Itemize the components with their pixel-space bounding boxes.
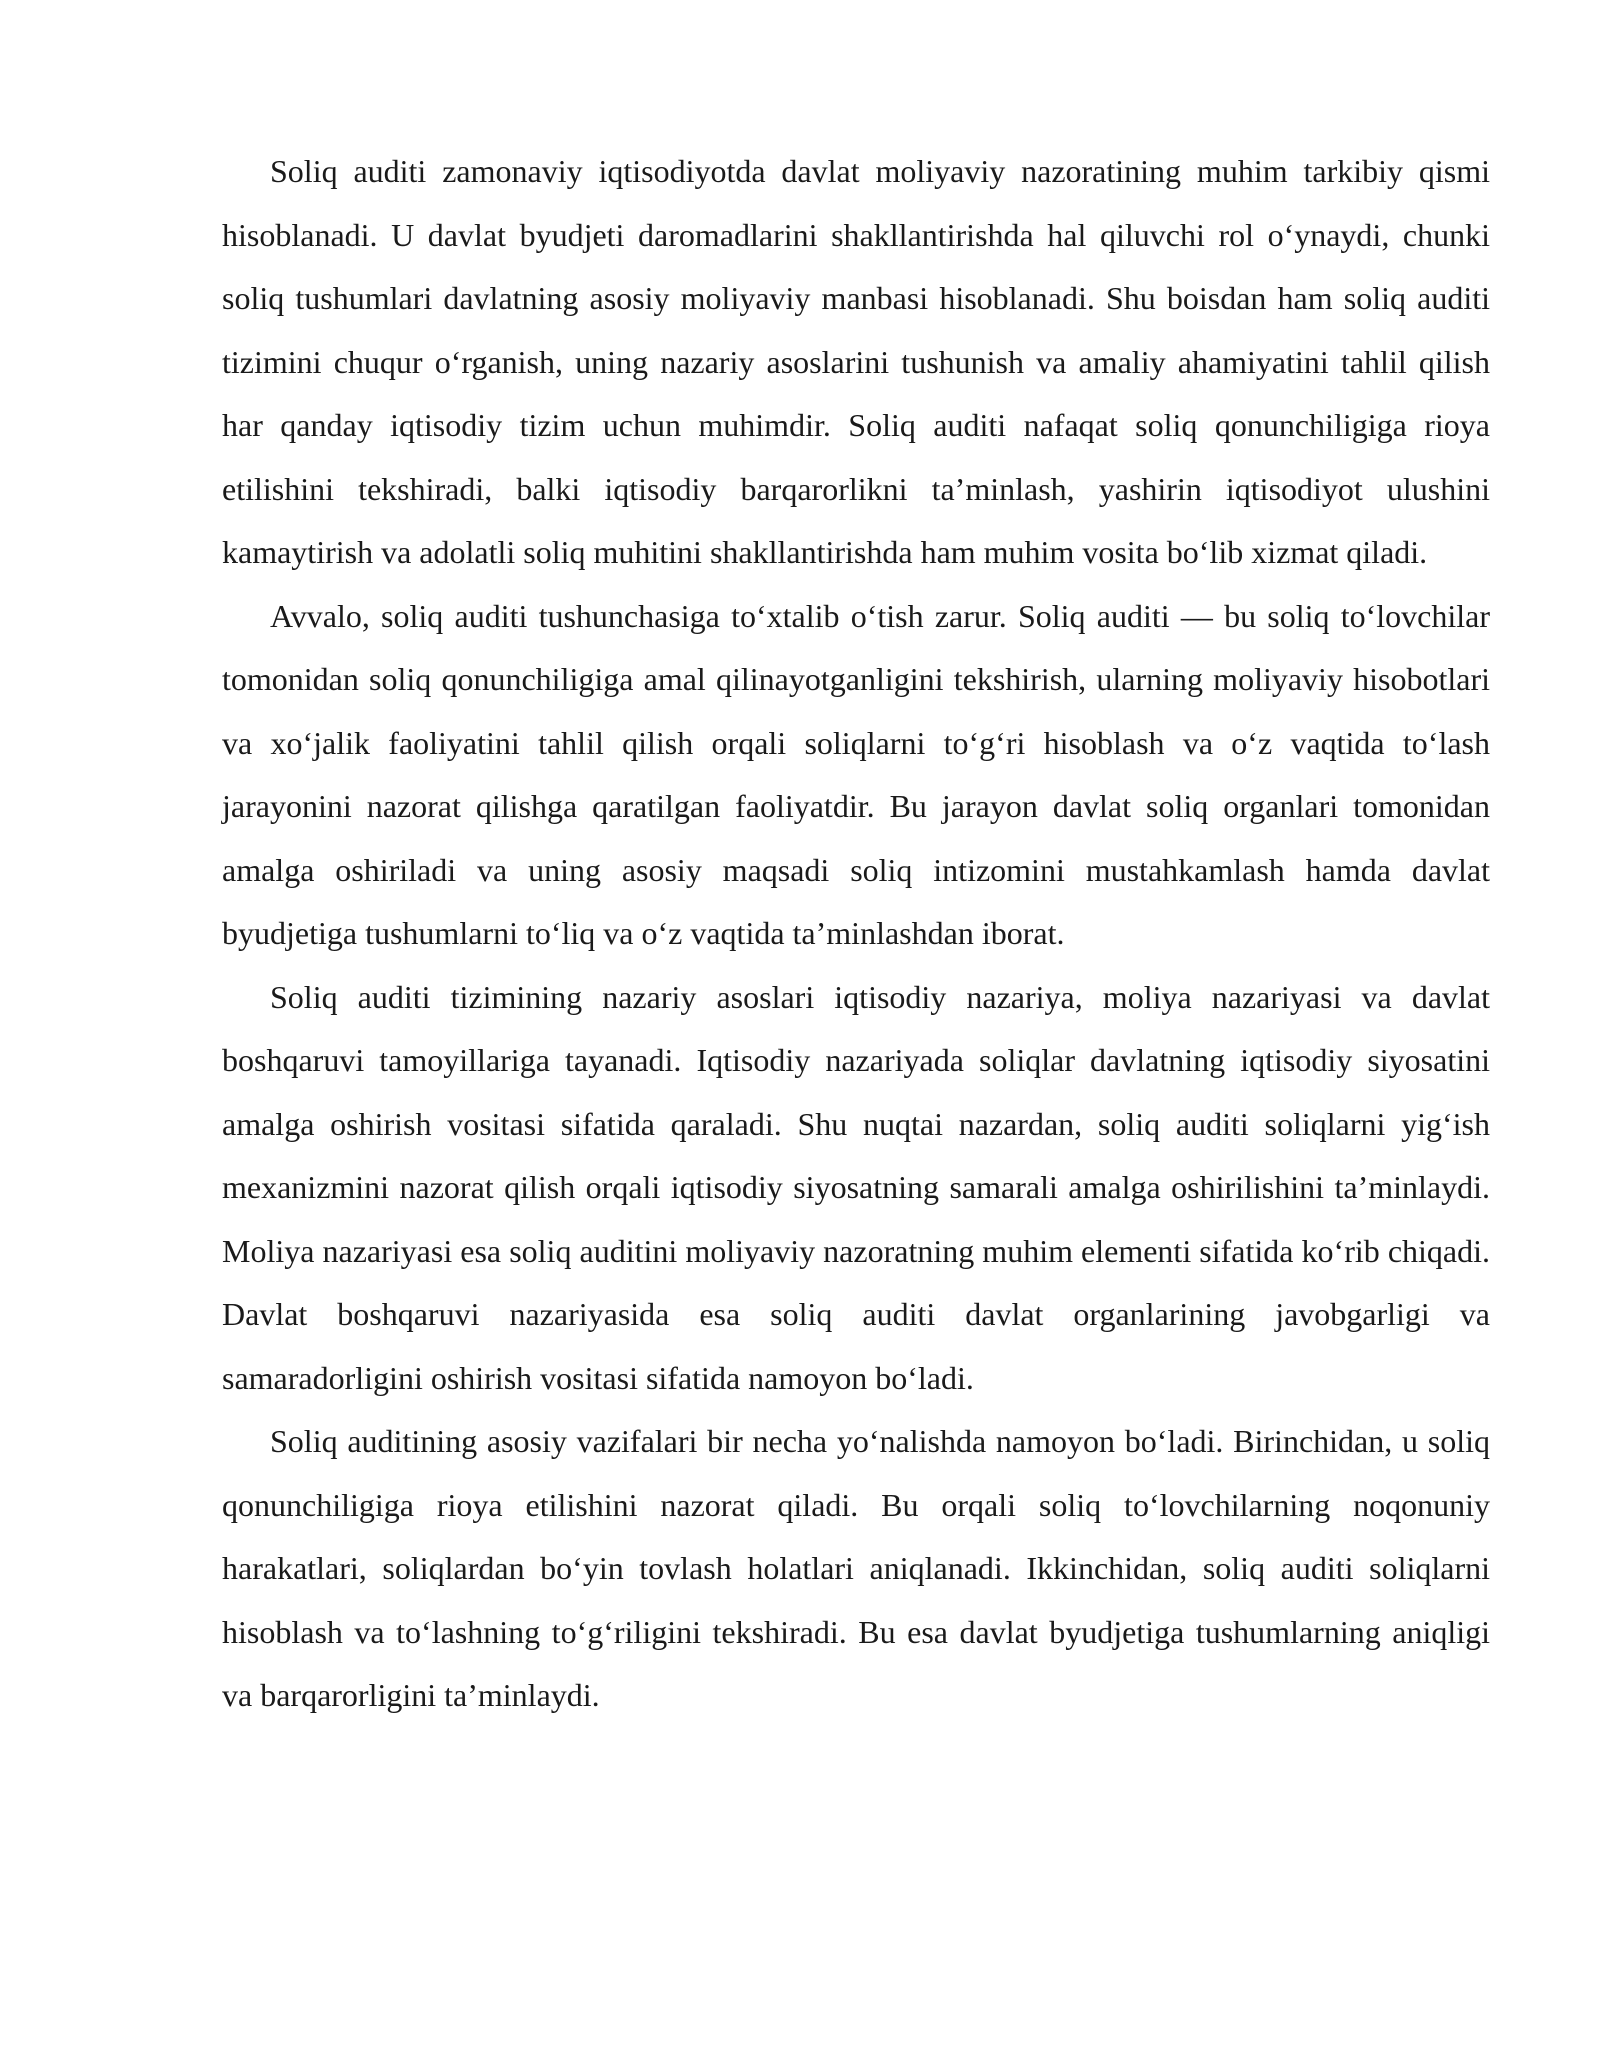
paragraph-definition: Avvalo, soliq auditi tushunchasiga to‘xtalib o‘tish zarur. Soliq auditi — bu soliq to‘lovchilar tomonidan soliq qonunchiligiga amal qilinayotganligini tekshirish, ularning moliyaviy hisobotlari va xo‘jalik faoliyatini tahlil qilish orqali soliqlarni to‘g‘ri hisoblash va o‘z vaqtida to‘lash jarayonini nazorat qilishga qaratilgan faoliyatdir. Bu jarayon davlat soliq organlari tomonidan amalga oshiriladi va uning asosiy maqsadi soliq intizomini mustahkamlash hamda davlat byudjetiga tushumlarni to‘liq va o‘z vaqtida ta’minlashdan iborat.: [222, 597, 1490, 951]
document-page: [222, 140, 1490, 1728]
paragraph-tasks: Soliq auditining asosiy vazifalari bir necha yo‘nalishda namoyon bo‘ladi. Birinchidan, u soliq qonunchiligiga rioya etilishini nazorat qiladi. Bu orqali soliq to‘lovchilarning noqonuniy harakatlari, soliqlardan bo‘yin tovlash holatlari aniqlanadi. Ikkinchidan, soliq auditi soliqlarni hisoblash va to‘lashning to‘g‘riligini tekshiradi. Bu esa davlat byudjetiga tushumlarning aniqligi va barqarorligini ta’minlaydi.: [222, 1423, 1490, 1713]
paragraph-intro: Soliq auditi zamonaviy iqtisodiyotda davlat moliyaviy nazoratining muhim tarkibiy qismi hisoblanadi. U davlat byudjeti daromadlarini shakllantirishda hal qiluvchi rol o‘ynaydi, chunki soliq tushumlari davlatning asosiy moliyaviy manbasi hisoblanadi. Shu boisdan ham soliq auditi tizimini chuqur o‘rganish, uning nazariy asoslarini tushunish va amaliy ahamiyatini tahlil qilish har qanday iqtisodiy tizim uchun muhimdir. Soliq auditi nafaqat soliq qonunchiligiga rioya etilishini tekshiradi, balki iqtisodiy barqarorlikni ta’minlash, yashirin iqtisodiyot ulushini kamaytirish va adolatli soliq muhitini shakllantirishda ham muhim vosita bo‘lib xizmat qiladi.: [222, 153, 1490, 570]
paragraph-theory: Soliq auditi tizimining nazariy asoslari iqtisodiy nazariya, moliya nazariyasi va davlat boshqaruvi tamoyillariga tayanadi. Iqtisodiy nazariyada soliqlar davlatning iqtisodiy siyosatini amalga oshirish vositasi sifatida qaraladi. Shu nuqtai nazardan, soliq auditi soliqlarni yig‘ish mexanizmini nazorat qilish orqali iqtisodiy siyosatning samarali amalga oshirilishini ta’minlaydi. Moliya nazariyasi esa soliq auditini moliyaviy nazoratning muhim elementi sifatida ko‘rib chiqadi. Davlat boshqaruvi nazariyasida esa soliq auditi davlat organlarining javobgarligi va samaradorligini oshirish vositasi sifatida namoyon bo‘ladi.: [222, 978, 1490, 1396]
